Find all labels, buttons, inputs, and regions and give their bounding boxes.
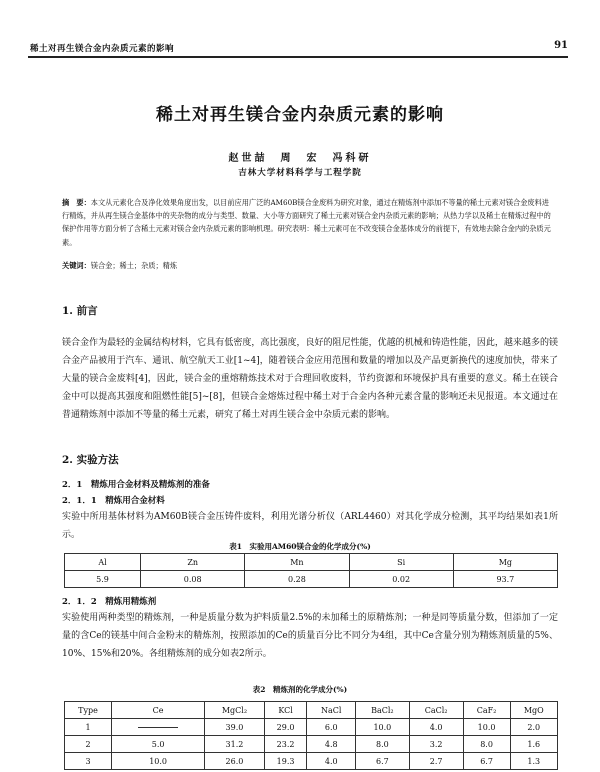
table-2-caption: 表2 精炼剂的化学成分(%) <box>252 685 348 694</box>
table-cell: CaCl₂ <box>409 702 463 719</box>
table-cell: 39.0 <box>205 719 265 736</box>
table-cell: 6.7 <box>463 753 510 770</box>
table-row <box>65 753 558 770</box>
table-cell: 0.08 <box>141 571 245 588</box>
table-cell: 0.02 <box>349 571 453 588</box>
keywords-text: 镁合金；稀土；杂质；精炼 <box>90 261 178 270</box>
table-row <box>65 719 558 736</box>
table-cell: 3.2 <box>409 736 463 753</box>
section-1-heading: 1. 前言 <box>62 305 98 317</box>
table-cell: 4.0 <box>307 753 356 770</box>
table-cell: Mg <box>453 554 557 571</box>
keywords-label: 关键词： <box>62 261 91 270</box>
subsection-2-1-1-heading: 2．1．1 精炼用合金材料 <box>62 496 165 506</box>
table-cell: 93.7 <box>453 571 557 588</box>
authors: 赵世喆 周 宏 冯科研 <box>228 153 372 164</box>
table-cell: Si <box>349 554 453 571</box>
table-cell: 1.3 <box>510 753 557 770</box>
table-cell: Ce <box>112 702 205 719</box>
table-cell: CaF₂ <box>463 702 510 719</box>
table-cell: 2.0 <box>510 719 557 736</box>
section-2-heading: 2. 实验方法 <box>62 454 119 466</box>
blank-dash <box>138 727 178 728</box>
table-cell: Mn <box>245 554 349 571</box>
abstract <box>62 196 554 249</box>
keywords <box>62 260 554 272</box>
subsection-2-1-2-paragraph: 实验使用两种类型的精炼剂，一种是质量分数为护料质量2.5%的未加稀土的原精炼剂；一种是同等质量分数，但添加了一定量的含Ce的镁基中间合金粉末的精炼剂，按照添加的Ce的质量百分比不同分为4组，其中Ce含量分别为精炼剂质量的5%、10%、15%和20%。各组精炼剂的成分如表2所示。 <box>62 613 558 659</box>
table-cell: 6.0 <box>307 719 356 736</box>
abstract-text: 本文从元素化合及净化效果角度出发，以目前应用广泛的AM60B镁合金废料为研究对象，通过在精炼剂中添加不等量的稀土元素对镁合金废料进行精炼，并从再生镁合金基体中的夹杂物的成分与类型、数量、大小等方面研究了稀土元素对镁合金内杂质元素的影响；从热力学以及稀土在精炼过程中的保护作用等方面分析了含稀土元素对镁合金内杂质元素的影响机理。研究表明：稀土元素可在不改变镁合金基体成分的前提下，有效地去除合金内的杂质元素。 <box>62 198 551 247</box>
table-cell: Type <box>65 702 112 719</box>
table-cell: 2.7 <box>409 753 463 770</box>
page-header <box>28 40 568 58</box>
table-cell: 10.0 <box>463 719 510 736</box>
table-cell: 1.6 <box>510 736 557 753</box>
subsection-2-1-1-paragraph: 实验中所用基体材料为AM60B镁合金压铸件废料，利用光谱分析仪（ARL4460）对其化学成分检测，其平均结果如表1所示。 <box>62 512 558 540</box>
table-cell: 4.8 <box>307 736 356 753</box>
table-cell: NaCl <box>307 702 356 719</box>
table-1-header-row <box>65 554 558 571</box>
table-cell: 10.0 <box>112 753 205 770</box>
table-cell: MgCl₂ <box>205 702 265 719</box>
table-row <box>65 571 558 588</box>
table-cell: 19.3 <box>264 753 307 770</box>
paper-title: 稀土对再生镁合金内杂质元素的影响 <box>156 105 444 125</box>
subsection-2-1-2-heading: 2．1．2 精炼用精炼剂 <box>62 597 157 607</box>
table-cell: 31.2 <box>205 736 265 753</box>
table-cell: 6.7 <box>356 753 409 770</box>
table-row <box>65 736 558 753</box>
table-cell: 2 <box>65 736 112 753</box>
table-cell: 0.28 <box>245 571 349 588</box>
table-cell: 4.0 <box>409 719 463 736</box>
table-1-caption: 表1 实验用AM60镁合金的化学成分(%) <box>229 542 371 551</box>
table-cell: 10.0 <box>356 719 409 736</box>
table-cell: 26.0 <box>205 753 265 770</box>
table-1 <box>64 553 558 588</box>
table-cell: BaCl₂ <box>356 702 409 719</box>
abstract-label: 摘 要： <box>62 198 91 207</box>
table-cell-empty <box>112 719 205 736</box>
table-cell: 5.0 <box>112 736 205 753</box>
affiliation: 吉林大学材料科学与工程学院 <box>238 168 362 178</box>
table-2-header-row <box>65 702 558 719</box>
table-cell: 8.0 <box>356 736 409 753</box>
table-cell: 1 <box>65 719 112 736</box>
section-1-paragraph: 镁合金作为最轻的金属结构材料，它具有低密度，高比强度，良好的阻尼性能，优越的机械和铸造性能，因此，越来越多的镁合金产品被用于汽车、通讯、航空航天工业[1~4]，随着镁合金应用范围和数量的增加以及产品更新换代的速度加快，带来了大量的镁合金废料[4]，因此，镁合金的重熔精炼技术对于合理回收废料，节约资源和环境保护具有重要的意义。稀土在镁合金中可以提高其强度和阻燃性能[5]~[8]，但镁合金熔炼过程中稀土对于合金内各种元素含量的影响还未见报道。本文通过在普通精炼剂中添加不等量的稀土元素，研究了稀土对再生镁合金中杂质元素的影响。 <box>62 338 558 420</box>
subsection-2-1-heading: 2．1 精炼用合金材料及精炼剂的准备 <box>62 480 210 490</box>
table-cell: 23.2 <box>264 736 307 753</box>
table-cell: 3 <box>65 753 112 770</box>
table-2 <box>64 701 558 770</box>
table-cell: Zn <box>141 554 245 571</box>
table-cell: KCl <box>264 702 307 719</box>
table-cell: 8.0 <box>463 736 510 753</box>
running-title: 稀土对再生镁合金内杂质元素的影响 <box>30 44 175 54</box>
table-cell: Al <box>65 554 141 571</box>
table-cell: 29.0 <box>264 719 307 736</box>
page-number: 91 <box>554 40 568 51</box>
table-cell: MgO <box>510 702 557 719</box>
table-cell: 5.9 <box>65 571 141 588</box>
